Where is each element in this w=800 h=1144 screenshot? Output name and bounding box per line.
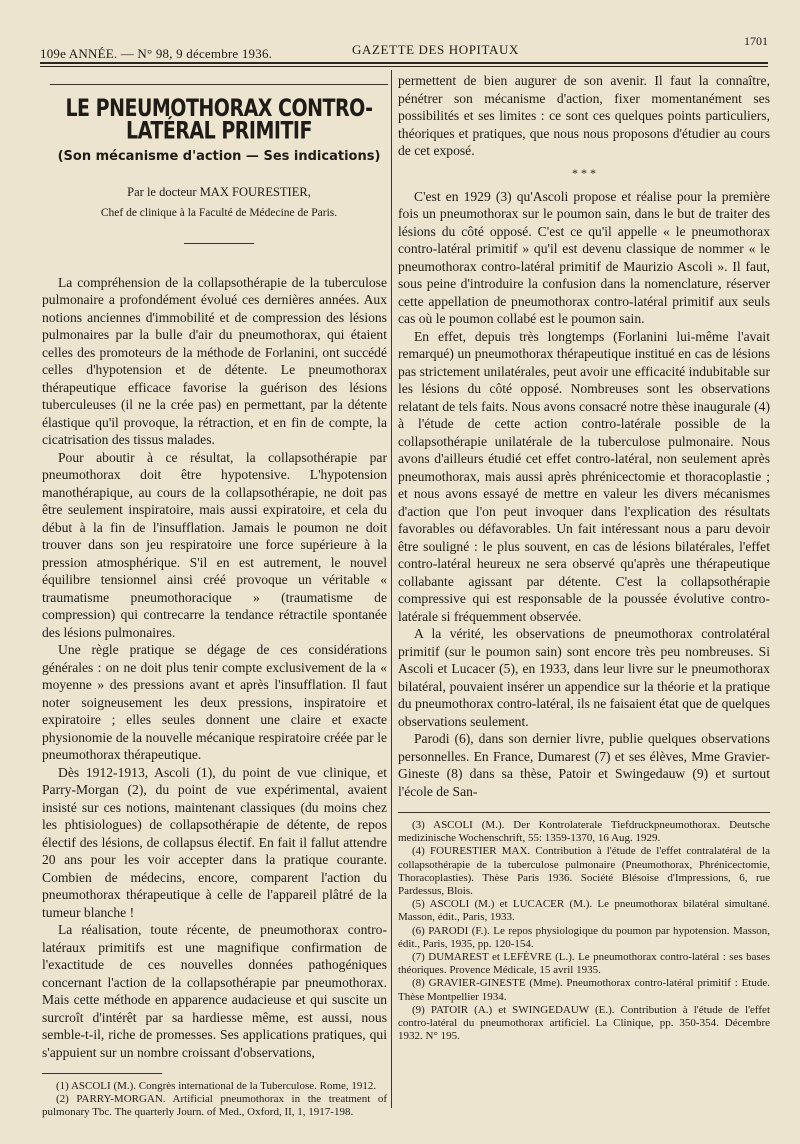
left-column <box>42 72 387 1120</box>
footnote: (3) ASCOLI (M.). Der Kontrolaterale Tiefdruckpneumothorax. Deutsche medizinische Wochenschrift, 55: 1359-1370, 16 Aug. 1929. <box>398 819 770 845</box>
paragraph: La compréhension de la collapsothérapie de la tuberculose pulmonaire a profondément évolué ces dernières années. Aux notions anciennes d'immobilité et de compression des lésions pulmonaires par la bulle d'air du pneumothorax, qui étaient celles des promoteurs de la méthode de Forlanini, ont succédé celles d'hypotension et de détente. Le pneumothorax thérapeutique efficace favorise la guérison des lésions tuberculeuses (il ne la crée pas) en permettant, par la détente élastique qu'il provoque, la rétraction, et en fin de compte, la cicatrisation des tissus malades. <box>42 274 387 447</box>
running-header <box>40 34 768 62</box>
issue-info: 109e ANNÉE. — N° 98, 9 décembre 1936. <box>40 46 273 61</box>
header-rule <box>40 62 768 64</box>
section-break: * * * <box>572 165 596 180</box>
paragraph: En effet, depuis très longtemps (Forlanini lui-même l'avait remarqué) un pneumothorax thérapeutique institué en cas de lésions pas strictement unilatérales, peut avoir une efficacité indubitable sur les lésions du côté opposé. Nombreuses sont les observations relatant de tels faits. Nous avons consacré notre thèse inaugurale (4) à l'étude de cette action contro-latérale possible de la collapsothérapie unilatérale de la tuberculose pulmonaire. Nous avons d'ailleurs étudié cet effet contro-latéral, non seulement après pneumothorax, mais aussi après phrénicectomie et thoracoplastie ; et nous avons essayé de mettre en valeur les divers mécanismes d'action que l'on peut invoquer dans l'explication des résultats favorables ou défavorables. Un fait intéressant nous a paru devoir être souligné : le plus souvent, en cas de lésions bilatérales, l'effet contro-latéral heureux ne sera observé qu'après une thérapeutique collabante agissant par détente. C'est la collapsothérapie compressive qui est responsable de la poussée évolutive contro-latérale si fréquemment observée. <box>398 328 770 624</box>
paragraph: Dès 1912-1913, Ascoli (1), du point de vue clinique, et Parry-Morgan (2), du point de vue expérimental, avaient insisté sur ces notions, maintenant classiques (du moins chez les phtisiologues) de collapsothérapie de détente, de repos électif des lésions, de collapsus électif. En fait il fallut attendre 20 ans pour les voir accepter dans la pratique courante. Combien de médecins, encore, comparent l'action du pneumothorax thérapeutique à celle de l'appareil plâtré de la tumeur blanche ! <box>42 764 387 920</box>
footnote: (2) PARRY-MORGAN. Artificial pneumothorax in the treatment of pulmonary Tbc. The quarterly Journ. of Med., Oxford, II, 1, 1917-198. <box>42 1093 387 1119</box>
article-title: LE PNEUMOTHORAX CONTRO-LATÉRAL PRIMITIF <box>65 94 373 145</box>
article-heading <box>50 84 388 280</box>
paragraph: permettent de bien augurer de son avenir. Il faut la connaître, pénétrer son mécanisme d'action, fixer momentanément ses possibilités et ses limites : ce sont ces quelques points particuliers, théoriques et pratiques, que nous nous proposons d'étudier au cours de cet exposé. <box>398 73 770 158</box>
footnote: (7) DUMAREST et LEFÈVRE (L.). Le pneumothorax contro-latéral : ses bases théoriques. Provence Médicale, 15 avril 1935. <box>398 951 770 977</box>
paragraph: Pour aboutir à ce résultat, la collapsothérapie par pneumothorax doit être hypotensive. L'hypotension manothérapique, au cours de la collapsothérapie, ne doit pas être seulement inspiratoire, mais aussi expiratoire, et cela du début à la fin de l'insufflation. Jamais le poumon ne doit trouver dans son jeu respiratoire une force supérieure à la pression atmosphérique. S'il en est autrement, le nouvel équilibre tensionnel ainsi créé provoque un véritable « traumatisme pneumothoracique » (traumatisme de compression) qui contrecarre la tendance rétractile spontanée des lésions pulmonaires. <box>42 449 387 640</box>
footnote: (8) GRAVIER-GINESTE (Mme). Pneumothorax contro-latéral primitif : Etude. Thèse Montpellier 1934. <box>398 977 770 1003</box>
paragraph: La réalisation, toute récente, de pneumothorax contro-latéraux primitifs est une magnifique confirmation de l'exactitude de ces nouvelles données pathogéniques concernant l'action de la collapsothérapie par pneumothorax. Mais cette méthode en apparence audacieuse et qui suscite un surcroît d'intérêt par sa hardiesse même, est aussi, nous semble-t-il, riche de promesses. Ses applications pratiques, qui s'appuient sur un nombre croissant d'observations, <box>42 922 387 1060</box>
author-affiliation: Chef de clinique à la Faculté de Médecine de Paris. <box>100 207 338 219</box>
footnote: (9) PATOIR (A.) et SWINGEDAUW (E.). Contribution à l'étude de l'effet contro-latéral du pneumothorax artificiel. La Clinique, pp. 350-354. Décembre 1932. N° 195. <box>398 1003 770 1043</box>
paragraph: A la vérité, les observations de pneumothorax controlatéral primitif (sur le poumon sain) sont encore très peu nombreuses. Si Ascoli et Lucacer (5), en 1933, dans leur livre sur le pneumothorax bilatéral, pouvaient insérer un appendice sur la théorie et la pratique du pneumothorax contro-latéral, ils ne faisaient état que de quelques observations seulement. <box>398 626 770 729</box>
footnote: (1) ASCOLI (M.). Congrès international de la Tuberculose. Rome, 1912. <box>56 1080 377 1092</box>
paragraph: Une règle pratique se dégage de ces considérations générales : on ne doit plus tenir compte exclusivement de la « moyenne » des pressions avant et après l'insufflation. Il faut noter soigneusement les deux pressions, inspiratoire et expiratoire ; elles seules donnent une claire et exacte physionomie de la nouvelle mécanique respiratoire créée par le pneumothorax thérapeutique. <box>42 642 387 762</box>
footnote-rule <box>42 1073 162 1074</box>
footnote-rule <box>398 812 770 813</box>
author-byline: Par le docteur MAX FOURESTIER, <box>127 184 311 199</box>
heading-separator <box>184 243 254 244</box>
left-body <box>42 274 387 1062</box>
page-number: 1701 <box>744 34 768 48</box>
journal-name: GAZETTE DES HOPITAUX <box>352 42 519 57</box>
paragraph: C'est en 1929 (3) qu'Ascoli propose et réalise pour la première fois un pneumothorax sur le poumon sain, dans le but de traiter des lésions du côté opposé. C'est ce qu'il appelle « le pneumothorax contro-latéral primitif » qu'il est devenu classique de nommer « le pneumothorax contro-latéral primitif de Maurizio Ascoli ». Il faut, sous peine d'introduire la confusion dans la nomenclature, réserver cette appellation de pneumothorax contro-latéral primitif aux seuls cas où le poumon collabé est le poumon sain. <box>398 188 770 326</box>
header-rule-thin <box>40 66 768 67</box>
footnote: (6) PARODI (F.). Le repos physiologique du poumon par hypotension. Masson, édit., Paris, 1935, pp. 120-154. <box>398 924 770 950</box>
footnote: (5) ASCOLI (M.) et LUCACER (M.). Le pneumothorax bilatéral simultané. Masson, édit., Paris, 1933. <box>398 898 770 924</box>
paragraph: Parodi (6), dans son dernier livre, publie quelques observations personnelles. En France, Dumarest (7) et ses élèves, Mme Gravier-Gineste (8) dans sa thèse, Patoir et Swingedauw (9) et surtout l'école de San- <box>398 731 770 799</box>
article-subtitle: (Son mécanisme d'action — Ses indications) <box>57 149 381 164</box>
footnote: (4) FOURESTIER MAX. Contribution à l'étude de l'effet contralatéral de la collapsothérapie de la tuberculose pulmonaire (Pneumothorax, Phrénicectomie, Thoracoplasties). Thèse Paris 1936. Société Blésoise d'Impressions, 6, rue Pardessus, Blois. <box>398 845 770 898</box>
column-divider <box>391 70 392 1108</box>
right-column <box>398 72 770 1043</box>
